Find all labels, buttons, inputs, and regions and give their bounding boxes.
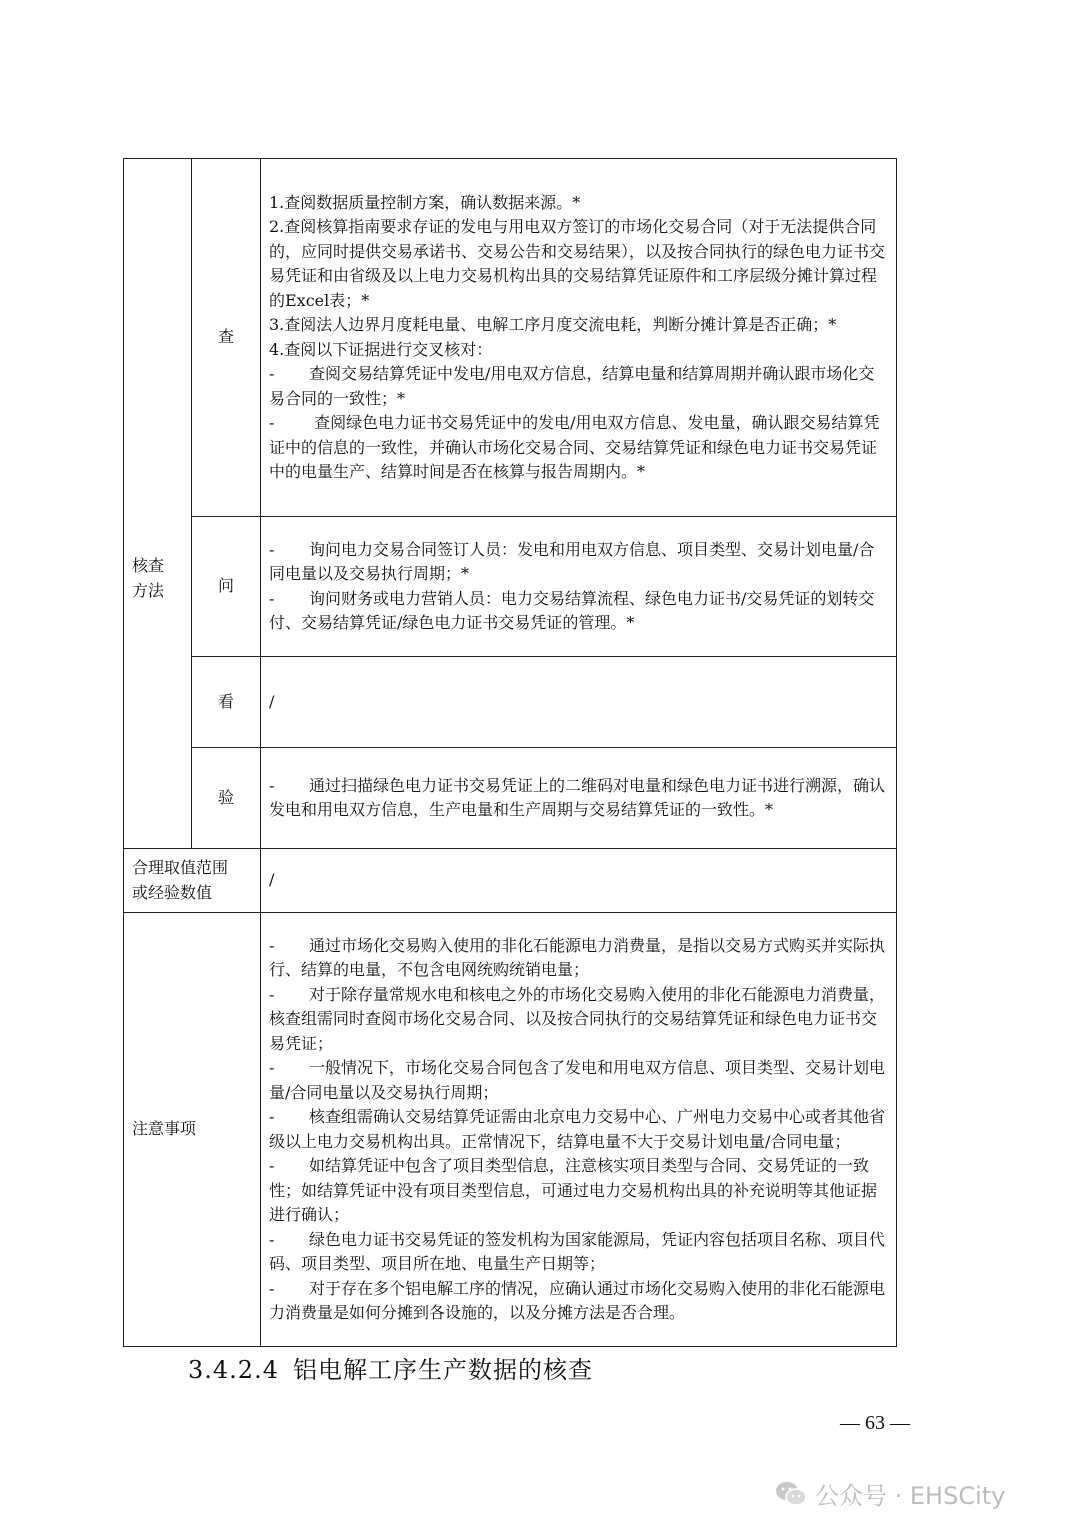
- dash-marker: -: [269, 413, 275, 432]
- method-text: 4.查阅以下证据进行交叉核对：: [269, 339, 493, 359]
- method-line: [269, 313, 888, 338]
- dash-marker: -: [269, 588, 275, 608]
- method-line: [269, 587, 888, 636]
- note-text: 通过市场化交易购入使用的非化石能源电力消费量，是指以交易方式购买并实际执行、结算的电量，不包含电网统购统销电量；: [269, 935, 886, 979]
- range-value-cell: [261, 849, 897, 913]
- note-line: [269, 983, 888, 1057]
- method-text: /: [269, 691, 275, 711]
- note-line: [269, 1277, 888, 1326]
- method-text: 1.查阅数据质量控制方案，确认数据来源。*: [269, 192, 581, 212]
- wechat-icon: [775, 1480, 807, 1508]
- method-content-cell: [261, 517, 897, 657]
- note-line: [269, 1056, 888, 1105]
- watermark: [775, 1476, 1005, 1511]
- method-text: 询问电力交易合同签订人员：发电和用电双方信息、项目类型、交易计划电量/合同电量以及交易执行周期；*: [269, 539, 875, 583]
- method-line: [269, 538, 888, 587]
- method-text: 2.查阅核算指南要求存证的发电与用电双方签订的市场化交易合同（对于无法提供合同的，应同时提供交易承诺书、交易公告和交易结果），以及按合同执行的绿色电力证书交易凭证和由省级及以上电力交易机构出具的交易结算凭证原件和工序层级分摊计算过程的Excel表；*: [269, 217, 886, 310]
- method-text: 通过扫描绿色电力证书交易凭证上的二维码对电量和绿色电力证书进行溯源，确认发电和用电双方信息，生产电量和生产周期与交易结算凭证的一致性。*: [269, 775, 886, 819]
- method-content-cell: [261, 657, 897, 748]
- page-number: — 63 —: [840, 1412, 910, 1434]
- method-label-cell: [124, 159, 192, 849]
- method-text: 询问财务或电力营销人员：电力交易结算流程、绿色电力证书/交易凭证的划转交付、交易结算凭证/绿色电力证书交易凭证的管理。*: [269, 588, 875, 632]
- method-label: 核查 方法: [132, 556, 165, 600]
- range-row: [124, 849, 897, 913]
- dash-marker: -: [269, 775, 275, 795]
- method-row-1: [124, 517, 897, 657]
- section-number: 3.4.2.4: [188, 1356, 279, 1384]
- verification-method-table: [123, 158, 897, 1347]
- method-text: 查阅绿色电力证书交易凭证中的发电/用电双方信息、发电量，确认跟交易结算凭证中的信息的一致性，并确认市场化交易合同、交易结算凭证和绿色电力证书交易凭证中的电量生产、结算时间是否在核算与报告周期内。*: [269, 413, 880, 481]
- note-text: 如结算凭证中包含了项目类型信息，注意核实项目类型与合同、交易凭证的一致性；如结算凭证中没有项目类型信息，可通过电力交易机构出具的补充说明等其他证据进行确认；: [269, 1156, 878, 1224]
- method-type-label: 查: [217, 327, 234, 347]
- method-content-cell: [261, 159, 897, 517]
- method-line: [269, 690, 888, 715]
- dash-marker: -: [269, 1278, 275, 1298]
- method-text: 查阅交易结算凭证中发电/用电双方信息，结算电量和结算周期并确认跟市场化交易合同的一致性；*: [269, 364, 875, 408]
- notes-label-cell: [124, 913, 261, 1347]
- watermark-text: 公众号 · EHSCity: [815, 1482, 1006, 1510]
- dash-marker: -: [269, 935, 275, 955]
- section-title: 铝电解工序生产数据的核查: [292, 1356, 593, 1384]
- range-label: 合理取值范围 或经验数值: [132, 858, 229, 902]
- note-line: [269, 934, 888, 983]
- method-line: [269, 215, 888, 313]
- method-line: [269, 338, 888, 363]
- range-value: /: [269, 870, 275, 890]
- dash-marker: -: [269, 1107, 275, 1126]
- dash-marker: -: [269, 1156, 275, 1175]
- method-type-label: 问: [217, 576, 234, 596]
- method-line: [269, 191, 888, 216]
- table-body: [124, 159, 897, 1347]
- method-type-cell: [192, 517, 261, 657]
- method-line: [269, 774, 888, 823]
- method-line: [269, 411, 888, 485]
- note-text: 核查组需确认交易结算凭证需由北京电力交易中心、广州电力交易中心或者其他省级以上电力交易机构出具。正常情况下，结算电量不大于交易计划电量/合同电量；: [269, 1107, 886, 1151]
- note-line: [269, 1105, 888, 1154]
- note-line: [269, 1228, 888, 1277]
- dash-marker: -: [269, 1058, 275, 1077]
- dash-marker: -: [269, 539, 275, 559]
- note-text: 对于存在多个铝电解工序的情况，应确认通过市场化交易购入使用的非化石能源电力消费量是如何分摊到各设施的，以及分摊方法是否合理。: [269, 1278, 886, 1322]
- dash-marker: -: [269, 984, 275, 1004]
- note-line: [269, 1154, 888, 1228]
- note-text: 绿色电力证书交易凭证的签发机构为国家能源局，凭证内容包括项目名称、项目代码、项目类型、项目所在地、电量生产日期等；: [269, 1229, 886, 1273]
- notes-content-cell: [261, 913, 897, 1347]
- method-row-0: [124, 159, 897, 517]
- notes-row: [124, 913, 897, 1347]
- method-row-3: [124, 748, 897, 849]
- method-type-label: 看: [217, 691, 234, 711]
- method-type-cell: [192, 159, 261, 517]
- dash-marker: -: [269, 1229, 275, 1249]
- method-content-cell: [261, 748, 897, 849]
- note-text: 一般情况下，市场化交易合同包含了发电和用电双方信息、项目类型、交易计划电量/合同电量以及交易执行周期；: [269, 1058, 886, 1102]
- notes-label: 注意事项: [132, 1119, 197, 1139]
- method-type-cell: [192, 748, 261, 849]
- range-label-cell: [124, 849, 261, 913]
- method-type-label: 验: [217, 787, 234, 807]
- section-heading: [188, 1350, 593, 1385]
- dash-marker: -: [269, 364, 275, 383]
- method-row-2: [124, 657, 897, 748]
- note-text: 对于除存量常规水电和核电之外的市场化交易购入使用的非化石能源电力消费量，核查组需同时查阅市场化交易合同、以及按合同执行的交易结算凭证和绿色电力证书交易凭证；: [269, 984, 886, 1053]
- method-text: 3.查阅法人边界月度耗电量、电解工序月度交流电耗，判断分摊计算是否正确；*: [269, 315, 837, 334]
- method-type-cell: [192, 657, 261, 748]
- method-line: [269, 362, 888, 411]
